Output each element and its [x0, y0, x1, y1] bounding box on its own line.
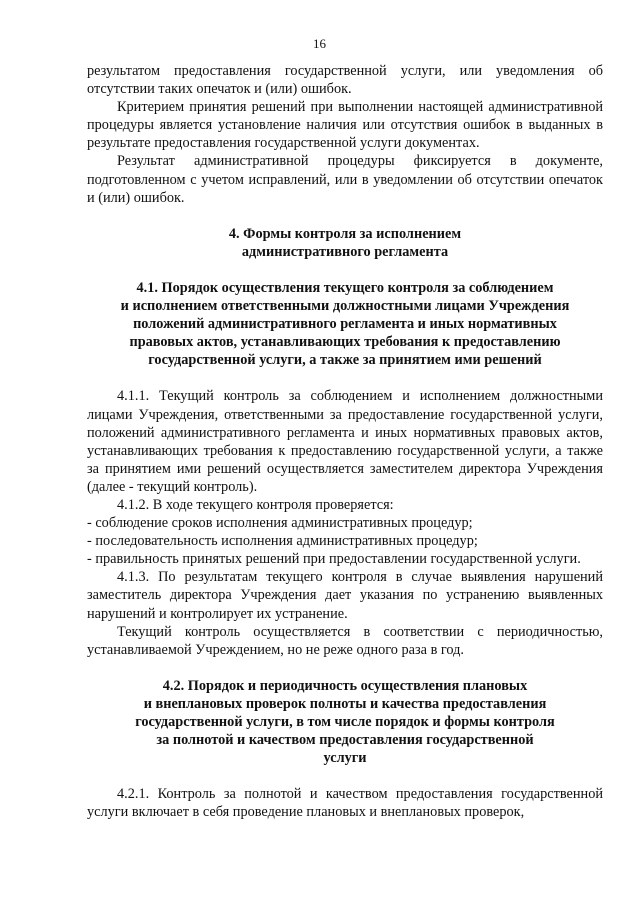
heading-line: государственной услуги, в том числе порядок и формы контроля	[135, 714, 555, 730]
heading-line: положений административного регламента и иных нормативных	[133, 316, 557, 333]
heading-line: административного регламента	[241, 243, 449, 260]
heading-line: 4. Формы контроля за исполнением	[228, 225, 462, 242]
heading-line: правовых актов, устанавливающих требования к предоставлению	[129, 334, 561, 351]
paragraph-4-1-1: 4.1.1. Текущий контроль за соблюдением и исполнением должностными лицами Учреждения, ответственными за предоставление государственной услуги, положений административного регламента и иных нормативных правовых актов, устанавливающих требования к предоставлению государственной услуги, а также за принятием ими решений осуществляется заместителем директора Учреждения (далее - текущий контроль).	[87, 388, 603, 495]
list-item: - правильность принятых решений при предоставлении государственной услуги.	[87, 551, 581, 568]
paragraph-criteria: Критерием принятия решений при выполнении настоящей административной процедуры является установление наличия или отсутствия ошибок в выданных в результате предоставления государственной услуги документах.	[87, 99, 603, 152]
paragraph-4-1-2: 4.1.2. В ходе текущего контроля проверяется:	[117, 496, 394, 513]
section-4-heading	[87, 225, 603, 261]
heading-line: и внеплановых проверок полноты и качества предоставления	[143, 695, 547, 712]
heading-line: государственной услуги, а также за принятием ими решений	[148, 352, 542, 369]
page-content	[87, 62, 603, 821]
page-number: 16	[313, 36, 326, 51]
section-4-1-heading	[87, 279, 603, 369]
heading-line: за полнотой и качеством предоставления государственной	[156, 732, 534, 749]
heading-line: 4.1. Порядок осуществления текущего контроля за соблюдением	[136, 279, 554, 296]
section-4-2-heading	[87, 677, 603, 767]
paragraph-4-2-1: 4.2.1. Контроль за полнотой и качеством предоставления государственной услуги включает в себя проведение плановых и внеплановых проверок,	[87, 786, 603, 821]
paragraph-4-1-3: 4.1.3. По результатам текущего контроля в случае выявления нарушений заместитель директора Учреждения дает указания по устранению выявленных нарушений и контролирует их устранение.	[87, 569, 603, 622]
heading-line: услуги	[323, 750, 367, 767]
heading-line: 4.2. Порядок и периодичность осуществления плановых	[162, 677, 528, 694]
heading-line: и исполнением ответственными должностными лицами Учреждения	[120, 298, 570, 315]
paragraph-result: Результат административной процедуры фиксируется в документе, подготовленном с учетом исправлений, или в уведомлении об отсутствии опечаток и (или) ошибок.	[87, 153, 603, 206]
paragraph-intro-continuation: результатом предоставления государственной услуги, или уведомления об отсутствии таких опечаток и (или) ошибок.	[87, 63, 603, 98]
paragraph-periodicity: Текущий контроль осуществляется в соответствии с периодичностью, устанавливаемой Учреждением, но не реже одного раза в год.	[87, 623, 603, 658]
list-item: - соблюдение сроков исполнения административных процедур;	[87, 515, 473, 532]
list-item: - последовательность исполнения административных процедур;	[87, 533, 478, 550]
